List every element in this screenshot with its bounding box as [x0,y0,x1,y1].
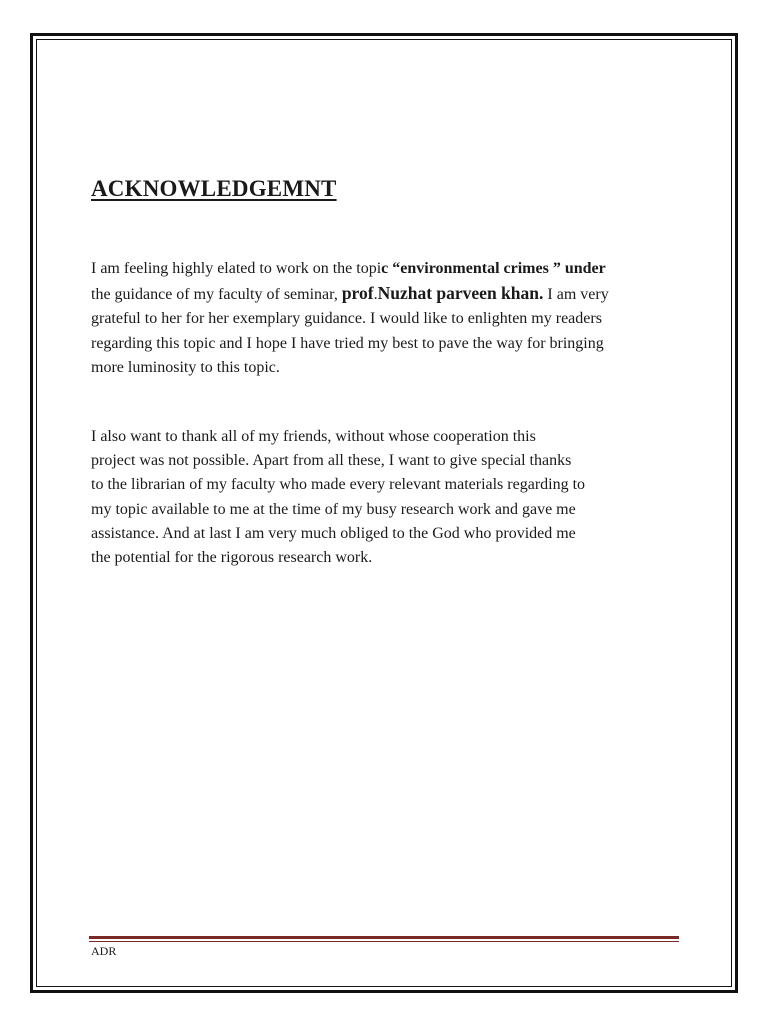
paragraph-1 [91,257,673,380]
professor-title: prof [341,283,374,304]
text-segment: I am very [543,286,609,304]
paragraph-2-line-2: project was not possible. Apart from all these, I want to give special thanks [91,452,572,470]
paragraph-1-line-2 [91,281,673,307]
professor-name: Nuzhat parveen khan. [377,283,544,304]
footer-label: ADR [91,944,117,958]
footer-divider-thin [89,941,679,942]
topic-name: c “environmental crimes ” under [381,260,606,277]
paragraph-2 [91,425,673,570]
paragraph-1-line-1 [91,257,673,281]
paragraph-2-line-1: I also want to thank all of my friends, without whose cooperation this [91,428,536,445]
page-title: ACKNOWLEDGEMNT [91,176,337,201]
paragraph-1-line-5: more luminosity to this topic. [91,358,280,376]
paragraph-1-line-3: grateful to her for her exemplary guidance. I would like to enlighten my readers [91,310,602,328]
text-segment: the guidance of my faculty of seminar, [91,286,342,304]
paragraph-1-line-4: regarding this topic and I hope I have tried my best to pave the way for bringing [91,334,604,352]
footer-divider-thick [89,936,679,939]
paragraph-2-line-5: assistance. And at last I am very much obliged to the God who provided me [91,524,576,542]
text-segment: . [373,286,378,304]
text-segment: I am feeling highly elated to work on the topi [91,260,382,277]
paragraph-2-line-3: to the librarian of my faculty who made every relevant materials regarding to [91,476,586,494]
paragraph-2-line-4: my topic available to me at the time of my busy research work and gave me [91,500,576,518]
paragraph-2-line-6: the potential for the rigorous research work. [91,549,373,567]
